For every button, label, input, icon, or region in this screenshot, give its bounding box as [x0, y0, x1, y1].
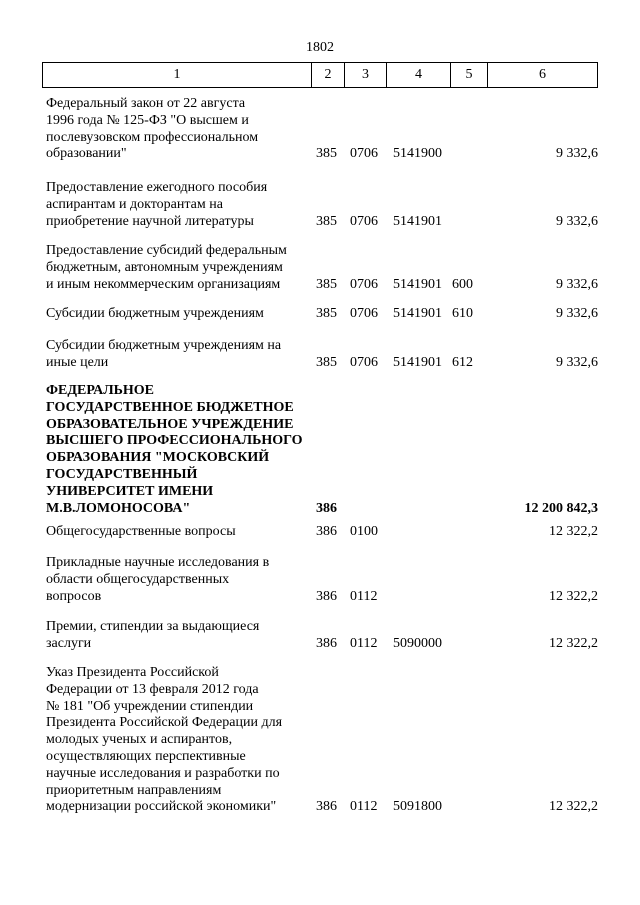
description-line: УНИВЕРСИТЕТ ИМЕНИ — [46, 483, 214, 499]
description-line: ФЕДЕРАЛЬНОЕ — [46, 383, 155, 398]
ministry-code: 385 — [316, 306, 337, 321]
column-header-2: 2 — [311, 63, 344, 87]
expense-type-code: 610 — [452, 306, 473, 321]
section-code: 0706 — [350, 146, 378, 162]
target-item-code: 5141901 — [393, 276, 442, 292]
description-line: приоритетным направлениям — [46, 782, 222, 798]
amount: 12 200 842,3 — [524, 500, 598, 516]
table-row — [0, 383, 640, 517]
column-header-5: 5 — [450, 63, 487, 87]
ministry-code: 385 — [316, 354, 337, 370]
section-code: 0112 — [350, 635, 378, 651]
description-line: Субсидии бюджетным учреждениям на — [46, 338, 282, 353]
target-item-code: 5141900 — [393, 146, 442, 162]
description-line: вопросов — [46, 588, 102, 604]
description-line: заслуги — [46, 635, 92, 651]
expense-type-code: 612 — [452, 354, 473, 370]
column-header-1: 1 — [173, 67, 181, 82]
description-line: Предоставление ежегодного пособия — [46, 180, 268, 195]
description-line: Премии, стипендии за выдающиеся — [46, 619, 260, 634]
section-code: 0706 — [350, 306, 378, 321]
amount: 9 332,6 — [556, 276, 598, 292]
table-row — [0, 180, 640, 230]
amount: 9 332,6 — [556, 306, 598, 321]
description-line: Общегосударственные вопросы — [46, 524, 236, 539]
description-line: модернизации российской экономики" — [46, 799, 277, 815]
amount: 9 332,6 — [556, 354, 598, 370]
description-line: ВЫСШЕГО ПРОФЕССИОНАЛЬНОГО — [46, 433, 303, 449]
section-code: 0112 — [350, 799, 378, 815]
expense-type-code: 600 — [452, 276, 473, 292]
description-line: Прикладные научные исследования в — [46, 555, 270, 570]
description-line: ГОСУДАРСТВЕННОЕ БЮДЖЕТНОЕ — [46, 399, 294, 415]
row-description — [46, 524, 308, 541]
description-line: 1996 года № 125-ФЗ "О высшем и — [46, 112, 249, 128]
description-line: Президента Российской Федерации для — [46, 715, 283, 731]
row-description — [46, 665, 308, 816]
row-description — [46, 306, 308, 323]
ministry-code: 386 — [316, 500, 337, 516]
description-line: Федеральный закон от 22 августа — [46, 96, 246, 111]
amount: 12 322,2 — [549, 635, 598, 651]
description-line: иные цели — [46, 354, 109, 370]
section-code: 0706 — [350, 213, 378, 229]
section-code: 0706 — [350, 354, 378, 370]
row-description — [46, 96, 308, 163]
column-header-3: 3 — [344, 63, 386, 87]
table-row — [0, 665, 640, 816]
description-line: аспирантам и докторантам на — [46, 196, 223, 212]
section-code: 0100 — [350, 524, 378, 539]
table-row — [0, 243, 640, 293]
description-line: области общегосударственных — [46, 571, 230, 587]
column-header-4: 4 — [386, 63, 450, 87]
ministry-code: 385 — [316, 276, 337, 292]
description-line: М.В.ЛОМОНОСОВА" — [46, 500, 191, 516]
amount: 12 322,2 — [549, 799, 598, 815]
row-description — [46, 619, 308, 653]
target-item-code: 5091800 — [393, 799, 442, 815]
row-description — [46, 243, 308, 293]
description-line: Указ Президента Российской — [46, 665, 219, 680]
description-line: ОБРАЗОВАНИЯ "МОСКОВСКИЙ — [46, 450, 270, 466]
description-line: ГОСУДАРСТВЕННЫЙ — [46, 466, 198, 482]
target-item-code: 5141901 — [393, 306, 442, 321]
table-row — [0, 555, 640, 605]
amount: 9 332,6 — [556, 213, 598, 229]
amount: 9 332,6 — [556, 146, 598, 162]
row-description — [46, 555, 308, 605]
description-line: образовании" — [46, 146, 127, 162]
ministry-code: 386 — [316, 799, 337, 815]
section-code: 0706 — [350, 276, 378, 292]
ministry-code: 386 — [316, 524, 337, 539]
amount: 12 322,2 — [549, 524, 598, 539]
description-line: Субсидии бюджетным учреждениям — [46, 306, 264, 321]
table-row — [0, 619, 640, 653]
page-number: 1802 — [306, 40, 334, 55]
table-row — [0, 306, 640, 323]
row-description — [46, 180, 308, 230]
ministry-code: 385 — [316, 213, 337, 229]
target-item-code: 5141901 — [393, 213, 442, 229]
table-row — [0, 96, 640, 163]
description-line: приобретение научной литературы — [46, 213, 254, 229]
description-line: Предоставление субсидий федеральным — [46, 243, 287, 258]
description-line: научные исследования и разработки по — [46, 765, 280, 781]
target-item-code: 5090000 — [393, 635, 442, 651]
description-line: № 181 "Об учреждении стипендии — [46, 698, 254, 714]
description-line: осуществляющих перспективные — [46, 748, 246, 764]
target-item-code: 5141901 — [393, 354, 442, 370]
section-code: 0112 — [350, 588, 378, 604]
table-row — [0, 338, 640, 372]
description-line: ОБРАЗОВАТЕЛЬНОЕ УЧРЕЖДЕНИЕ — [46, 416, 294, 432]
description-line: и иным некоммерческим организациям — [46, 276, 281, 292]
description-line: молодых ученых и аспирантов, — [46, 732, 233, 748]
ministry-code: 386 — [316, 635, 337, 651]
column-header-6: 6 — [487, 63, 597, 87]
row-description — [46, 383, 308, 517]
description-line: бюджетным, автономным учреждениям — [46, 259, 283, 275]
ministry-code: 386 — [316, 588, 337, 604]
description-line: Федерации от 13 февраля 2012 года — [46, 681, 259, 697]
amount: 12 322,2 — [549, 588, 598, 604]
row-description — [46, 338, 308, 372]
ministry-code: 385 — [316, 146, 337, 162]
table-row — [0, 524, 640, 541]
description-line: послевузовском профессиональном — [46, 129, 259, 145]
